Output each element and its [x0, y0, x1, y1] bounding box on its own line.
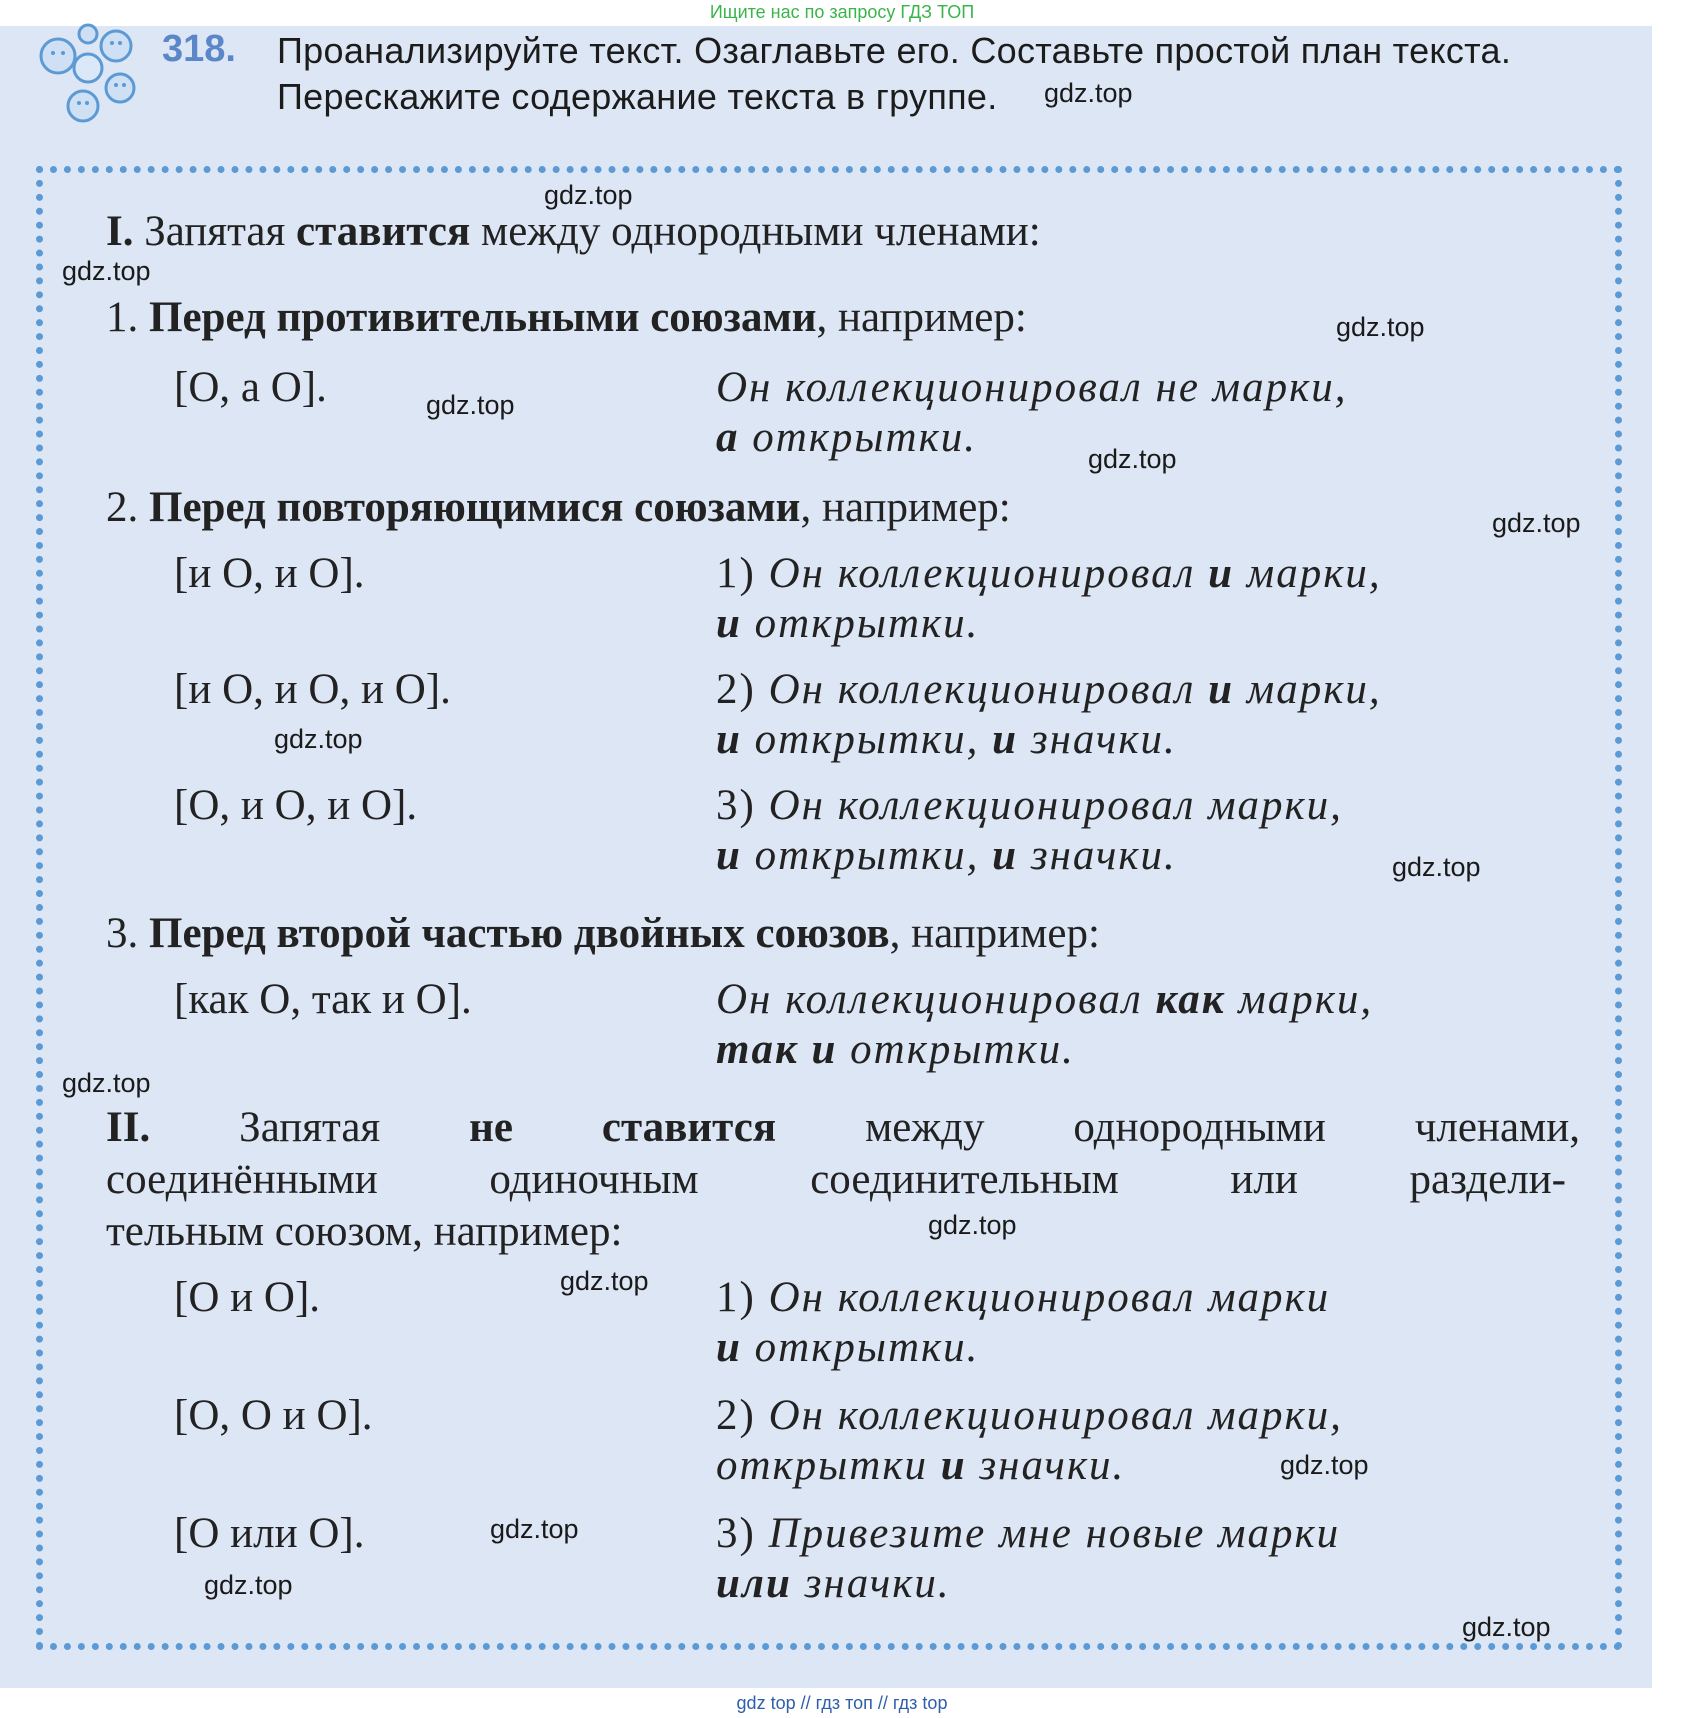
page-margin: [1652, 26, 1684, 1688]
example-line: а открытки.: [716, 414, 977, 461]
watermark: gdz.top: [544, 180, 633, 210]
top-banner[interactable]: Ищите нас по запросу ГДЗ ТОП: [709, 2, 975, 22]
scheme: [и О, и О].: [174, 550, 365, 597]
exercise-task: [277, 28, 1647, 120]
watermark: gdz.top: [274, 724, 363, 754]
rule-1-number: I.: [106, 208, 134, 255]
example-line: и открытки.: [716, 1324, 980, 1371]
rule-2-number: II.: [106, 1104, 151, 1151]
watermark: gdz.top: [1088, 444, 1177, 474]
rule-1-heading: I. Запятая ставится между однородными членами:: [106, 208, 1041, 255]
watermark: gdz.top: [62, 256, 151, 286]
example-line: 2) Он коллекционировал и марки,: [716, 666, 1382, 713]
example-line: Он коллекционировал не марки,: [716, 364, 1348, 411]
example-line: и открытки, и значки.: [716, 716, 1177, 763]
watermark: gdz.top: [1044, 78, 1133, 108]
watermark: gdz.top: [1492, 508, 1581, 538]
example-line: и открытки, и значки.: [716, 832, 1177, 879]
example-line: 3) Привезите мне новые марки: [716, 1510, 1341, 1557]
example-line: и открытки.: [716, 600, 980, 647]
group-work-icon: [28, 16, 148, 126]
example-line: 2) Он коллекционировал марки,: [716, 1392, 1343, 1439]
example-line: или значки.: [716, 1560, 951, 1607]
scheme: [О, и О, и О].: [174, 782, 418, 829]
example-line: 1) Он коллекционировал марки: [716, 1274, 1331, 1321]
example-line: 1) Он коллекционировал и марки,: [716, 550, 1382, 597]
watermark: gdz.top: [1336, 312, 1425, 342]
watermark: gdz.top: [1280, 1450, 1369, 1480]
rule-1-keyword: ставится: [296, 208, 471, 255]
example-line: так и открытки.: [716, 1026, 1075, 1073]
rule-2-line: тельным союзом, например:: [106, 1208, 623, 1255]
case-2-heading: 2. Перед повторяющимися союзами, например:: [106, 484, 1011, 531]
watermark: gdz.top: [62, 1068, 151, 1098]
scheme: [как О, так и О].: [174, 976, 472, 1023]
case-3-heading: 3. Перед второй частью двойных союзов, например:: [106, 910, 1100, 957]
rule-2-heading: II. Запятая не ставится между однородными членами,: [106, 1104, 1581, 1151]
watermark: gdz.top: [1392, 852, 1481, 882]
rule-2-keyword: не ставится: [469, 1104, 777, 1151]
scheme: [О, О и О].: [174, 1392, 373, 1439]
scheme: [и О, и О, и О].: [174, 666, 451, 713]
case-1-heading: 1. Перед противительными союзами, например:: [106, 294, 1027, 341]
scheme: [О и О].: [174, 1274, 321, 1321]
example-line: 3) Он коллекционировал марки,: [716, 782, 1343, 829]
footer-links[interactable]: gdz top // гдз топ // гдз top: [736, 1693, 948, 1713]
watermark: gdz.top: [1462, 1612, 1551, 1642]
exercise-number: 318.: [162, 28, 236, 70]
task-line-1: Проанализируйте текст. Озаглавьте его. Составьте простой план текста.: [277, 30, 1512, 71]
example-line: Он коллекционировал как марки,: [716, 976, 1374, 1023]
watermark: gdz.top: [560, 1266, 649, 1296]
watermark: gdz.top: [426, 390, 515, 420]
scheme: [О или О].: [174, 1510, 365, 1557]
example-line: открытки и значки.: [716, 1442, 1126, 1489]
watermark: gdz.top: [204, 1570, 293, 1600]
watermark: gdz.top: [490, 1514, 579, 1544]
watermark: gdz.top: [928, 1210, 1017, 1240]
task-line-2: Перескажите содержание текста в группе.: [277, 76, 998, 117]
rule-2-line: соединёнными одиночным соединительным или раздели-: [106, 1156, 1566, 1203]
scheme: [О, а О].: [174, 364, 327, 411]
